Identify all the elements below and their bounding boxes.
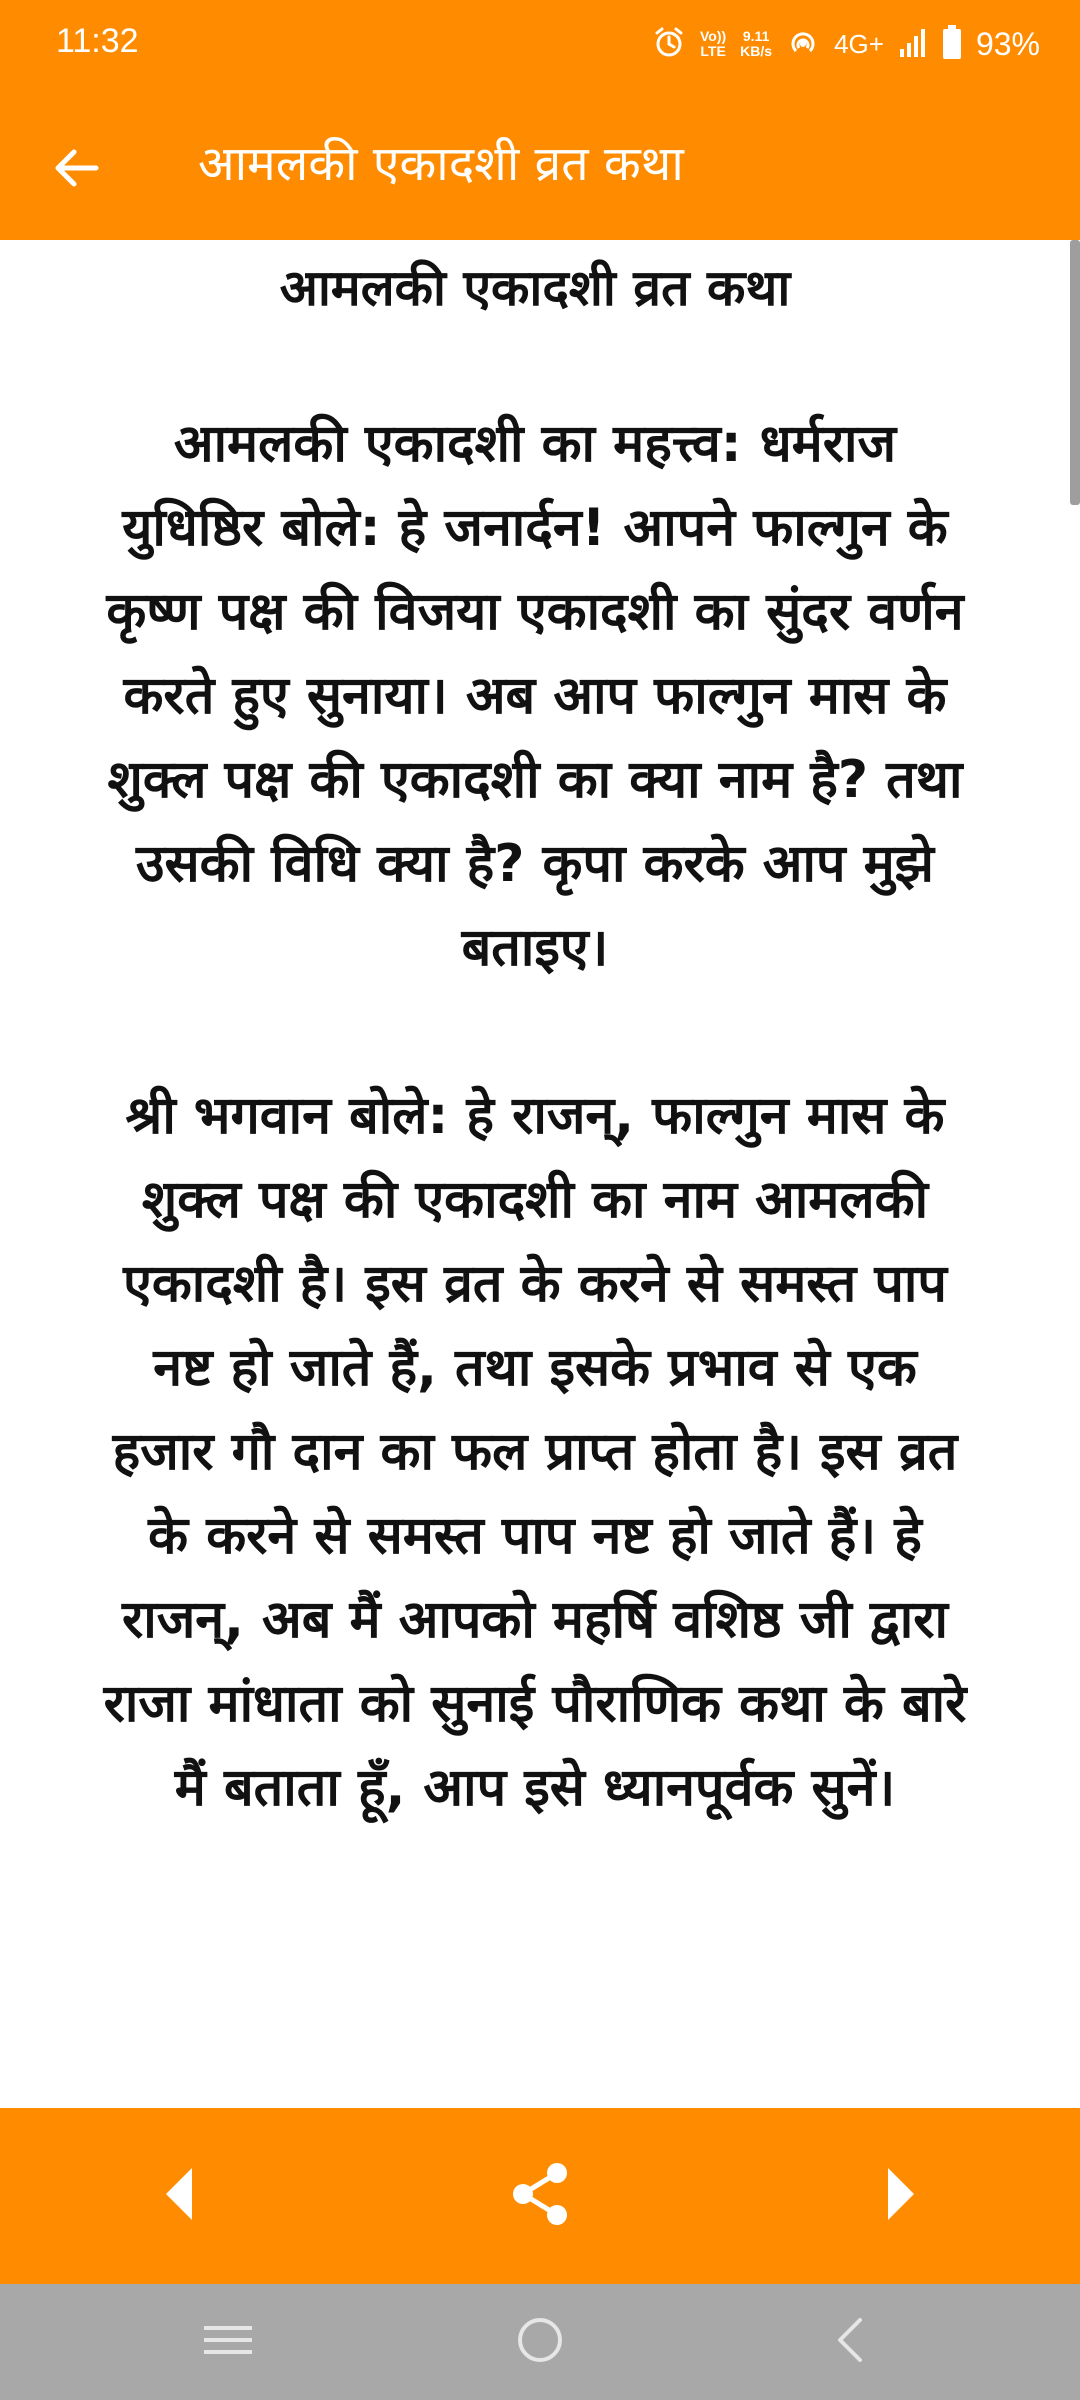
article-paragraph: आमलकी एकादशी का महत्त्व: धर्मराज युधिष्ठिर बोले: हे जनार्दन! आपने फाल्गुन के कृष्ण पक्ष की विजया एकादशी का सुंदर वर्णन करते हुए सुनाया। अब आप फाल्गुन मास के शुक्ल पक्ष की एकादशी का क्या नाम है? तथा उसकी विधि क्या है? कृपा करके आप मुझे बताइए। (106, 414, 964, 978)
system-nav-bar (0, 2284, 1080, 2400)
app-title: आमलकी एकादशी व्रत कथा (198, 136, 684, 192)
network-type: 4G+ (834, 28, 884, 59)
status-time: 11:32 (56, 22, 139, 60)
article-title: आमलकी एकादशी व्रत कथा (279, 259, 791, 317)
home-icon (514, 2314, 566, 2370)
previous-icon (160, 2164, 200, 2228)
arrow-left-icon (50, 142, 102, 198)
system-back-button[interactable] (810, 2302, 890, 2382)
menu-icon (202, 2318, 254, 2366)
hotspot-icon (786, 25, 820, 64)
bottom-toolbar (0, 2108, 1080, 2284)
next-button[interactable] (850, 2146, 950, 2246)
scrollbar-thumb[interactable] (1070, 240, 1080, 505)
status-bar (0, 0, 1080, 88)
article (95, 250, 975, 1830)
article-content[interactable] (0, 240, 1070, 2108)
signal-icon (898, 25, 928, 64)
article-paragraph: श्री भगवान बोले: हे राजन्, फाल्गुन मास के शुक्ल पक्ष की एकादशी का नाम आमलकी एकादशी है। इस व्रत के करने से समस्त पाप नष्ट हो जाते हैं, तथा इसके प्रभाव से एक हजार गौ दान का फल प्राप्त होता है। इस व्रत के करने से समस्त पाप नष्ट हो जाते हैं। हे राजन्, अब मैं आपको महर्षि वशिष्ठ जी द्वारा राजा मांधाता को सुनाई पौराणिक कथा के बारे मैं बताता हूँ, आप इसे ध्यानपूर्वक सुनें। (103, 1086, 967, 1818)
battery-percent: 93% (975, 25, 1040, 62)
volte-indicator: Vo)) LTE (699, 28, 727, 59)
back-button[interactable] (36, 130, 116, 210)
back-icon (828, 2314, 872, 2370)
previous-button[interactable] (130, 2146, 230, 2246)
next-icon (880, 2164, 920, 2228)
network-speed: 9.11 KB/s (740, 28, 773, 59)
alarm-icon (652, 25, 686, 64)
share-icon (505, 2159, 575, 2233)
app-bar (0, 88, 1080, 240)
home-button[interactable] (500, 2302, 580, 2382)
share-button[interactable] (490, 2146, 590, 2246)
battery-icon (942, 24, 962, 65)
status-icons (652, 20, 1040, 68)
recents-button[interactable] (188, 2302, 268, 2382)
